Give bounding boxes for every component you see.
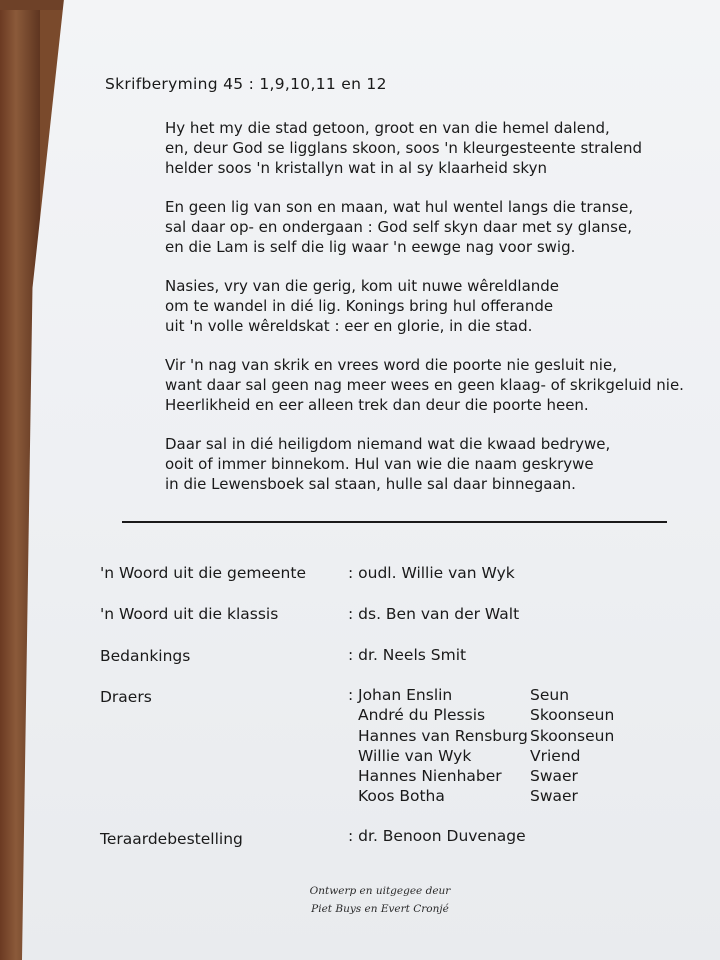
bearer-name: Johan Enslin: [358, 686, 453, 704]
bearer-relation: Skoonseun: [530, 726, 615, 745]
verse-line: en, deur God se ligglans skoon, soos 'n kleurgesteente stralend: [165, 139, 642, 157]
program-label-bedankings: Bedankings: [100, 647, 191, 665]
bearer-name: André du Plessis: [358, 706, 486, 725]
bearer-name: Hannes Nienhaber: [358, 767, 502, 786]
bearer-relation: Seun: [530, 686, 570, 704]
verse-line: sal daar op- en ondergaan : God self skyn daar met sy glanse,: [165, 218, 632, 236]
verse-line: En geen lig van son en maan, wat hul wentel langs die transe,: [165, 198, 634, 216]
bearer-row: [348, 746, 614, 766]
program-label-klassis: 'n Woord uit die klassis: [100, 605, 279, 623]
bearer-name: Willie van Wyk: [358, 746, 472, 765]
program-label-gemeente: 'n Woord uit die gemeente: [100, 564, 306, 582]
credit-line-2: Piet Buys en Evert Cronjé: [311, 903, 449, 915]
hymn-heading: Skrifberyming 45 : 1,9,10,11 en 12: [105, 75, 387, 93]
program-value-bedankings: : dr. Neels Smit: [348, 646, 467, 664]
bearer-row: [348, 766, 614, 786]
bearer-name: Koos Botha: [358, 787, 445, 806]
program-label-draers: Draers: [100, 688, 152, 706]
verse-line: in die Lewensboek sal staan, hulle sal daar binnegaan.: [165, 475, 576, 493]
bearer-row: [348, 726, 614, 746]
bearer-row: [348, 786, 614, 806]
verse-line: Daar sal in dié heiligdom niemand wat die kwaad bedrywe,: [165, 435, 611, 453]
bearers-colon: :: [348, 686, 354, 704]
stanza: [165, 276, 684, 336]
program-value-klassis: : ds. Ben van der Walt: [348, 605, 520, 623]
bearer-relation: Vriend: [530, 746, 581, 765]
stanza: [165, 355, 684, 415]
stanza: [165, 434, 684, 494]
verse-line: Hy het my die stad getoon, groot en van die hemel dalend,: [165, 119, 610, 137]
bearer-row: [348, 685, 614, 705]
program-value-teraardebestelling: : dr. Benoon Duvenage: [348, 827, 526, 845]
verse-line: en die Lam is self die lig waar 'n eewge nag voor swig.: [165, 238, 576, 256]
credit-line-1: Ontwerp en uitgegee deur: [309, 885, 451, 897]
verse-line: want daar sal geen nag meer wees en geen klaag- of skrikgeluid nie.: [165, 376, 684, 394]
program-value-gemeente: : oudl. Willie van Wyk: [348, 564, 515, 582]
verse-line: Vir 'n nag van skrik en vrees word die poorte nie gesluit nie,: [165, 356, 617, 374]
verse-line: ooit of immer binnekom. Hul van wie die naam geskrywe: [165, 455, 594, 473]
verse-line: uit 'n volle wêreldskat : eer en glorie, in die stad.: [165, 317, 533, 335]
bearer-relation: Swaer: [530, 767, 578, 786]
hymn-verses: [165, 118, 684, 513]
bearer-row: [348, 705, 614, 725]
verse-line: Heerlikheid en eer alleen trek dan deur die poorte heen.: [165, 396, 589, 414]
bearers-list: [348, 685, 614, 807]
verse-line: helder soos 'n kristallyn wat in al sy klaarheid skyn: [165, 159, 547, 177]
bearer-relation: Skoonseun: [530, 706, 615, 725]
section-divider: [122, 521, 667, 523]
program-label-teraardebestelling: Teraardebestelling: [100, 830, 243, 848]
stanza: [165, 197, 684, 257]
bearer-relation: Swaer: [530, 787, 578, 806]
stanza: [165, 118, 684, 178]
bearer-name: Hannes van Rensburg: [358, 726, 528, 745]
verse-line: om te wandel in dié lig. Konings bring hul offerande: [165, 297, 554, 315]
verse-line: Nasies, vry van die gerig, kom uit nuwe wêreldlande: [165, 277, 560, 295]
